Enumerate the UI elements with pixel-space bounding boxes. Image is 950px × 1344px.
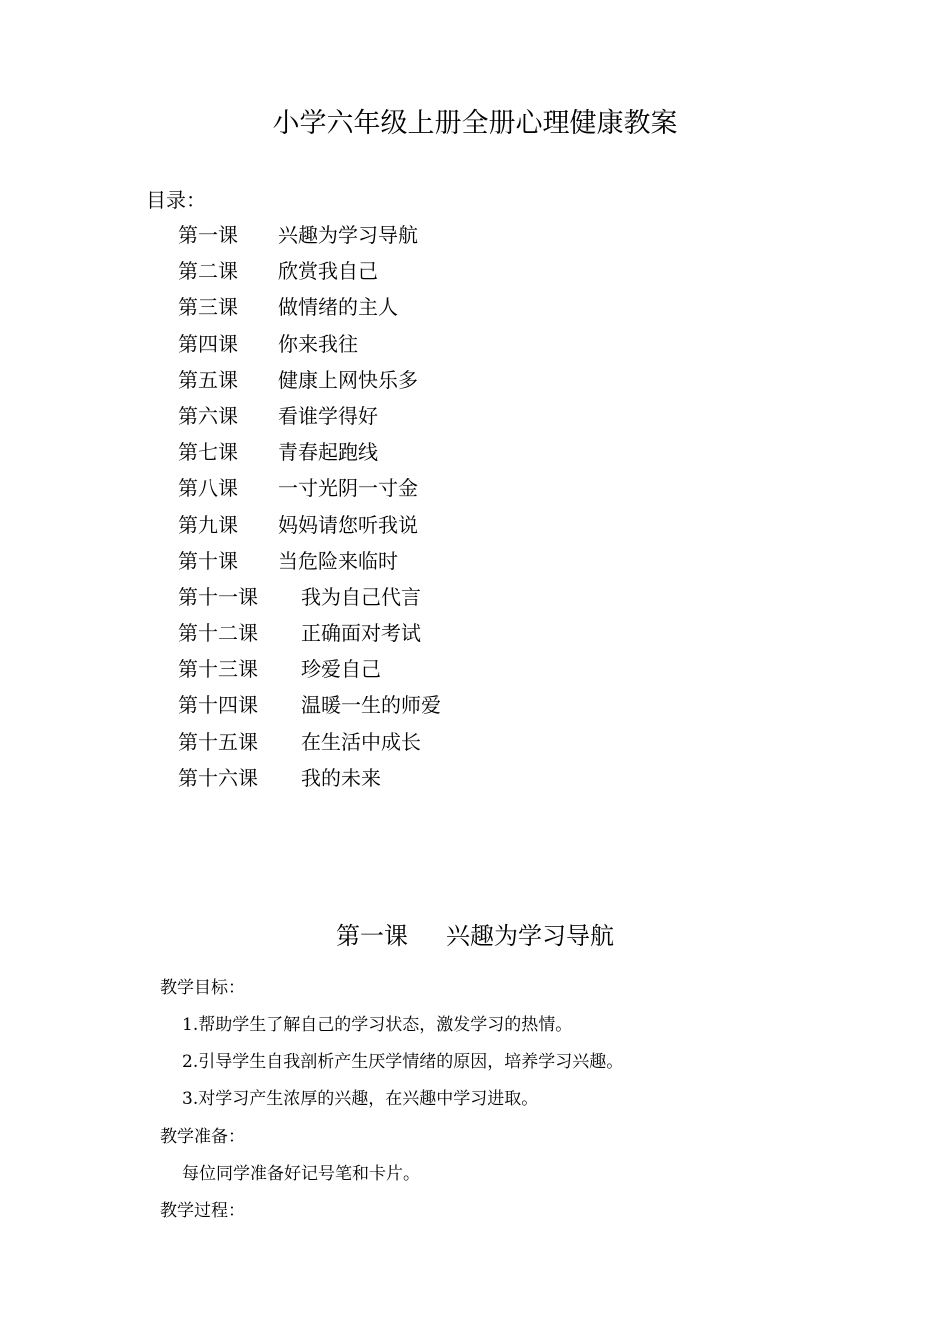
toc-item-number: 第十六课 [178,765,258,790]
toc-item-name: 我为自己代言 [301,584,421,609]
toc-item-name: 在生活中成长 [301,729,421,754]
toc-item-name: 欣赏我自己 [278,259,378,284]
toc-item-number: 第六课 [178,403,238,428]
document-title: 小学六年级上册全册心理健康教案 [272,108,678,139]
toc-item-name: 正确面对考试 [301,621,421,646]
goal-item: 3.对学习产生浓厚的兴趣，在兴趣中学习进取。 [182,1089,539,1109]
toc-item-name: 我的未来 [301,765,381,790]
toc-item-number: 第十一课 [178,584,258,609]
toc-item-name: 当危险来临时 [278,548,398,573]
toc-item-number: 第十二课 [178,621,258,646]
preparation-heading: 教学准备： [160,1127,245,1147]
toc-item-name: 妈妈请您听我说 [278,512,418,537]
toc-item-name: 做情绪的主人 [278,295,398,320]
toc-item-number: 第一课 [178,223,238,247]
toc-item-number: 第二课 [178,259,238,284]
toc-item-number: 第十课 [178,548,238,573]
goals-heading: 教学目标： [160,978,245,998]
toc-item-number: 第七课 [178,440,238,465]
goal-item: 2.引导学生自我剖析产生厌学情绪的原因，培养学习兴趣。 [182,1052,624,1072]
goal-item: 1.帮助学生了解自己的学习状态，激发学习的热情。 [182,1015,573,1035]
toc-item-name: 健康上网快乐多 [278,367,418,392]
process-heading: 教学过程： [160,1201,245,1221]
lesson-name: 兴趣为学习导航 [446,922,614,950]
toc-item-number: 第九课 [178,512,238,537]
toc-item-name: 看谁学得好 [278,403,378,428]
toc-heading: 目录： [146,188,206,212]
toc-item-name: 青春起跑线 [278,440,378,465]
toc-item-name: 温暖一生的师爱 [301,693,441,718]
toc-item-number: 第四课 [178,331,238,356]
lesson-number: 第一课 [336,922,408,950]
toc-item-number: 第五课 [178,367,238,392]
toc-item-number: 第三课 [178,295,238,320]
toc-item-number: 第十三课 [178,657,258,682]
toc-item-number: 第十四课 [178,693,258,718]
preparation-text: 每位同学准备好记号笔和卡片。 [182,1164,420,1184]
toc-item-name: 你来我往 [278,331,358,356]
toc-item-number: 第八课 [178,476,238,501]
toc-item-name: 珍爱自己 [301,657,381,682]
toc-item-number: 第十五课 [178,729,258,754]
toc-item-name: 兴趣为学习导航 [278,223,418,247]
toc-item-name: 一寸光阴一寸金 [278,476,418,501]
lesson-title [0,918,950,954]
